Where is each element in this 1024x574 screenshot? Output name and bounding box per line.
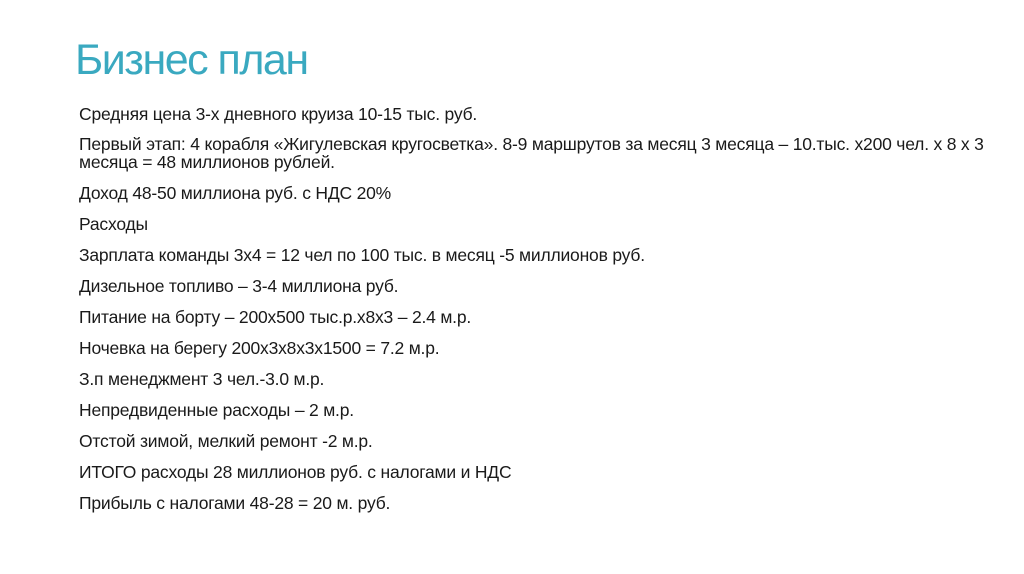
line-management-salary: З.п менеджмент 3 чел.-3.0 м.р. — [79, 369, 325, 389]
line-winter-storage: Отстой зимой, мелкий ремонт -2 м.р. — [79, 431, 373, 451]
line-expenses-heading: Расходы — [79, 214, 148, 234]
line-crew-salary: Зарплата команды 3х4 = 12 чел по 100 тыс. в месяц -5 миллионов руб. — [79, 245, 645, 265]
line-profit: Прибыль с налогами 48-28 = 20 м. руб. — [79, 493, 391, 513]
slide-body — [79, 104, 999, 524]
line-unforeseen-expenses: Непредвиденные расходы – 2 м.р. — [79, 400, 354, 420]
line-diesel-fuel: Дизельное топливо – 3-4 миллиона руб. — [79, 276, 399, 296]
line-onboard-food: Питание на борту – 200х500 тыс.р.х8х3 – 2.4 м.р. — [79, 307, 472, 327]
line-first-stage: Первый этап: 4 корабля «Жигулевская кругосветка». 8-9 маршрутов за месяц 3 месяца – 10.тыс. х200 чел. х 8 х 3 месяца = 48 миллионов рублей. — [79, 134, 984, 172]
line-average-price: Средняя цена 3-х дневного круиза 10-15 тыс. руб. — [79, 104, 478, 124]
line-total-expenses: ИТОГО расходы 28 миллионов руб. с налогами и НДС — [79, 462, 512, 482]
slide-title: Бизнес план — [75, 36, 308, 84]
line-shore-overnight: Ночевка на берегу 200х3х8х3х1500 = 7.2 м.р. — [79, 338, 440, 358]
line-income: Доход 48-50 миллиона руб. с НДС 20% — [79, 183, 392, 203]
